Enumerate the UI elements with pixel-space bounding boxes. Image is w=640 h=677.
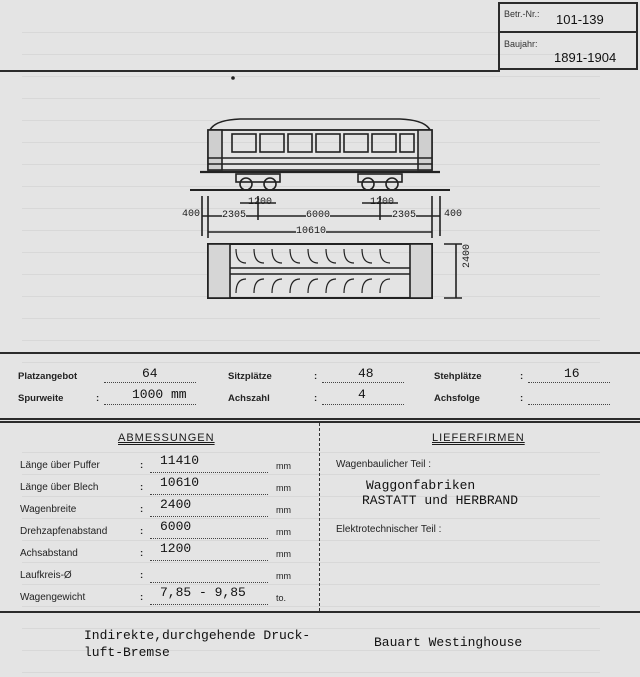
- dots: [150, 472, 268, 473]
- abmessungen-label: Wagengewicht: [20, 592, 86, 603]
- dim-overhang-left: 400: [182, 209, 201, 220]
- dots: [104, 404, 196, 405]
- wagenbau-line1: Waggonfabriken: [366, 478, 476, 493]
- abmessungen-label: Länge über Puffer: [20, 460, 100, 471]
- abmessungen-unit: mm: [276, 483, 291, 493]
- dots: [322, 404, 404, 405]
- dots: [150, 604, 268, 605]
- colon: :: [520, 393, 524, 404]
- dim-axle-right: 1200: [370, 197, 395, 208]
- colon: :: [140, 482, 144, 493]
- achsfolge-label: Achsfolge: [434, 393, 480, 404]
- abmessungen-unit: mm: [276, 505, 291, 515]
- colon: :: [96, 393, 100, 404]
- baujahr-value: 1891-1904: [554, 50, 617, 65]
- abmessungen-unit: mm: [276, 461, 291, 471]
- abmessungen-value: 6000: [160, 519, 192, 534]
- abmessungen-row: [0, 519, 318, 543]
- dim-width: 2400: [462, 243, 473, 268]
- betr-nr-value: 101-139: [556, 12, 604, 27]
- abmessungen-row: [0, 585, 318, 609]
- abmessungen-label: Achsabstand: [20, 548, 78, 559]
- brake-line1: Indirekte,durchgehende Druck-: [84, 628, 311, 643]
- abmessungen-row: [0, 567, 318, 587]
- details-section: [0, 421, 640, 613]
- dim-overhang-right: 400: [444, 209, 463, 220]
- dim-end-left: 2305: [222, 210, 247, 221]
- stehplaetze-value: 16: [564, 366, 580, 381]
- platzangebot-value: 64: [142, 366, 158, 381]
- abmessungen-label: Drehzapfenabstand: [20, 526, 108, 537]
- stehplaetze-label: Stehplätze: [434, 371, 482, 382]
- betr-nr-label: Betr.-Nr.:: [504, 9, 540, 19]
- dots: [322, 382, 404, 383]
- sitzplaetze-value: 48: [358, 366, 374, 381]
- abmessungen-row: [0, 453, 318, 477]
- abmessungen-value: 10610: [160, 475, 200, 490]
- abmessungen-value: 7,85 - 9,85: [160, 585, 246, 600]
- wagenbau-label: Wagenbaulicher Teil :: [336, 459, 432, 470]
- abmessungen-title: ABMESSUNGEN: [118, 432, 215, 444]
- dots: [528, 382, 610, 383]
- colon: :: [140, 570, 144, 581]
- colon: :: [140, 548, 144, 559]
- abmessungen-value: 2400: [160, 497, 192, 512]
- brake-bauart: Bauart Westinghouse: [374, 635, 523, 650]
- colon: :: [314, 393, 318, 404]
- capacity-section: [0, 352, 640, 420]
- dim-pivot: 6000: [306, 210, 331, 221]
- dots: [150, 494, 268, 495]
- colon: :: [140, 460, 144, 471]
- abmessungen-row: [0, 497, 318, 521]
- spurweite-value: 1000 mm: [132, 387, 187, 402]
- brake-line2: luft-Bremse: [84, 645, 170, 660]
- platzangebot-label: Platzangebot: [18, 371, 78, 382]
- lieferfirmen-title: LIEFERFIRMEN: [432, 432, 525, 444]
- achszahl-label: Achszahl: [228, 393, 270, 404]
- column-divider: [319, 423, 320, 611]
- dots: [104, 382, 196, 383]
- dots: [528, 404, 610, 405]
- dim-axle-left: 1200: [248, 197, 273, 208]
- colon: :: [140, 504, 144, 515]
- dots: [150, 560, 268, 561]
- colon: :: [140, 526, 144, 537]
- abmessungen-label: Wagenbreite: [20, 504, 77, 515]
- abmessungen-label: Laufkreis-Ø: [20, 570, 72, 581]
- baujahr-label: Baujahr:: [504, 39, 538, 49]
- colon: :: [314, 371, 318, 382]
- abmessungen-unit: mm: [276, 527, 291, 537]
- spurweite-label: Spurweite: [18, 393, 64, 404]
- elektro-label: Elektrotechnischer Teil :: [336, 524, 442, 535]
- dots: [150, 538, 268, 539]
- abmessungen-value: 1200: [160, 541, 192, 556]
- abmessungen-value: 11410: [160, 453, 200, 468]
- ink-dot: [231, 76, 235, 80]
- abmessungen-unit: to.: [276, 593, 287, 603]
- abmessungen-row: [0, 475, 318, 499]
- dim-end-right: 2305: [392, 210, 417, 221]
- colon: :: [520, 371, 524, 382]
- dim-total-length: 10610: [296, 226, 327, 237]
- abmessungen-label: Länge über Blech: [20, 482, 99, 493]
- wagenbau-line2: RASTATT und HERBRAND: [362, 493, 519, 508]
- sitzplaetze-label: Sitzplätze: [228, 371, 272, 382]
- abmessungen-unit: mm: [276, 571, 291, 581]
- abmessungen-unit: mm: [276, 549, 291, 559]
- dots: [150, 516, 268, 517]
- achszahl-value: 4: [358, 387, 366, 402]
- dots: [150, 582, 268, 583]
- abmessungen-row: [0, 541, 318, 565]
- colon: :: [140, 592, 144, 603]
